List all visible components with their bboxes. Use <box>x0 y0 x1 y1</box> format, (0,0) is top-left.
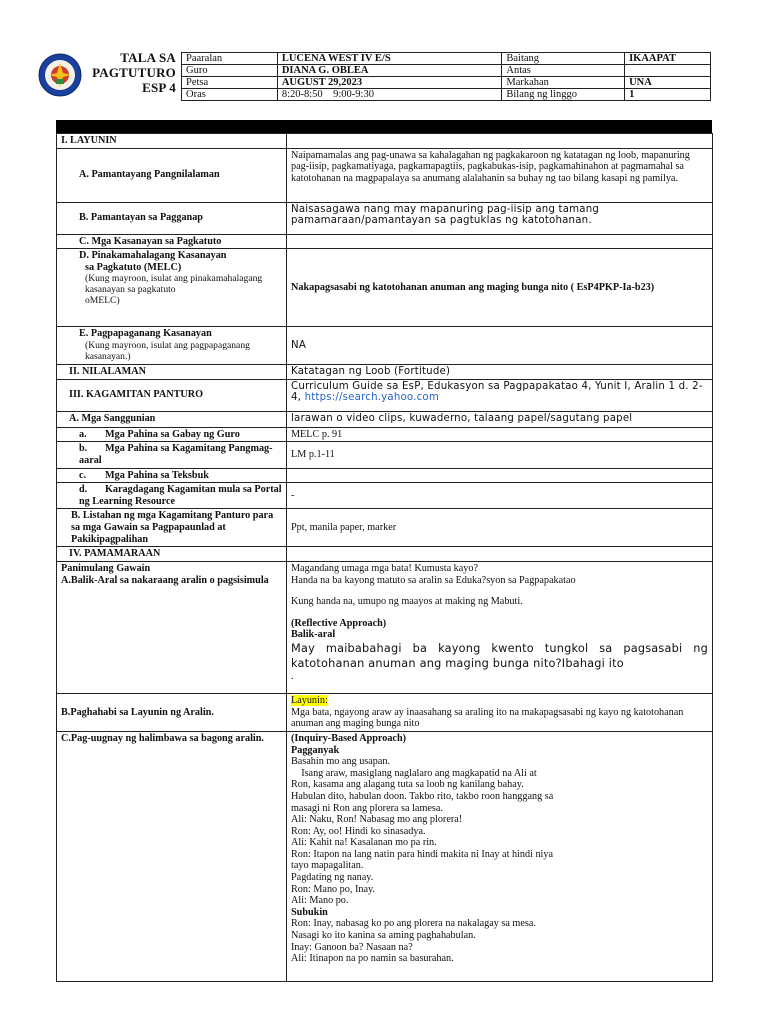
row-label-text: Mga Pahina sa Gabay ng Guro <box>105 428 240 440</box>
row-value <box>287 731 713 981</box>
document-title <box>84 50 176 95</box>
title-line-1: TALA SA <box>120 50 176 65</box>
row-value: NA <box>287 327 713 365</box>
row-label: III. KAGAMITAN PANTURO <box>57 379 287 411</box>
row-value <box>287 693 713 731</box>
header-info-table <box>181 52 711 101</box>
row-label: B. Pamantayan sa Pagganap <box>57 202 287 234</box>
table-row <box>57 468 713 483</box>
title-line-2: PAGTUTURO <box>92 65 176 80</box>
header-value: 8:20-8:50 9:00-9:30 <box>277 89 502 101</box>
table-row <box>57 327 713 365</box>
story-line: Ali: Kahit na! Kasalanan mo pa rin. <box>291 837 437 849</box>
header-value: DIANA G. OBLEA <box>277 65 502 77</box>
header-row <box>182 53 711 65</box>
d-note: (Kung mayroon, isulat ang pinakamahalagang kasanayan sa pagkatuto <box>85 273 263 296</box>
story-line: Pagdating ng nanay. <box>291 872 374 884</box>
header-value: AUGUST 29,2023 <box>277 77 502 89</box>
story-line: Inay: Ganoon ba? Nasaan na? <box>291 941 413 953</box>
row-value <box>287 561 713 693</box>
row-letter: b. <box>79 443 88 455</box>
row-value: - <box>287 483 713 509</box>
row-label <box>57 442 287 468</box>
row-value <box>287 234 713 249</box>
table-row <box>57 483 713 509</box>
kagamitan-text: Curriculum Guide sa EsP, Edukasyon sa Pagpapakatao 4, Yunit I, Aralin 1 d. 2-4, <box>291 380 703 404</box>
row-label-text: Mga Pahina sa Kagamitang Pangmag-aaral <box>79 443 273 466</box>
story-line: Habulan dito, habulan doon. Takbo rito, takbo roon hanggang sa <box>291 790 554 802</box>
header-value: LUCENA WEST IV E/S <box>277 53 502 65</box>
header-key: Guro <box>182 65 278 77</box>
story-heading: Pagganyak <box>291 744 340 756</box>
row-label <box>57 327 287 365</box>
row-label: C. Mga Kasanayan sa Pagkatuto <box>57 234 287 249</box>
balik-aral-label: Balik-aral <box>291 629 336 641</box>
e-note: (Kung mayroon, isulat ang pagpapaganang kasanayan.) <box>85 339 250 362</box>
lesson-plan-table <box>56 133 713 982</box>
row-letter: c. <box>79 469 87 481</box>
story-heading: Subukin <box>291 906 328 918</box>
header-row <box>182 77 711 89</box>
row-value: Naisasagawa nang may mapanuring pag-iisip ang tamang pamamaraan/pamantayan sa pagtuklas ng katotohanan. <box>287 202 713 234</box>
panimula-line: Handa na ba kayong matuto sa aralin sa Eduka?syon sa Pagpapakatao <box>291 574 576 586</box>
header-row <box>182 89 711 101</box>
table-row <box>57 234 713 249</box>
story-line: Basahin mo ang usapan. <box>291 756 391 768</box>
header-value: 1 <box>625 89 711 101</box>
story-line: Ali: Naku, Ron! Nabasag mo ang plorera! <box>291 814 463 826</box>
row-label-text: Karagdagang Kagamitan mula sa Portal ng Learning Resource <box>79 484 282 507</box>
row-label: II. NILALAMAN <box>57 365 287 380</box>
table-row <box>57 249 713 327</box>
story-heading: (Inquiry-Based Approach) <box>291 732 407 744</box>
row-label <box>57 427 287 442</box>
approach-label: (Reflective Approach) <box>291 617 387 629</box>
row-letter: d. <box>79 484 88 496</box>
header-key: Bilang ng linggo <box>502 89 625 101</box>
layunin-highlight: Layunin: <box>291 694 328 706</box>
header-key: Petsa <box>182 77 278 89</box>
row-label: A. Mga Sanggunian <box>57 411 287 427</box>
e-label: E. Pagpapaganang Kasanayan <box>79 328 212 340</box>
story-line: Ron: Mano po, Inay. <box>291 883 375 895</box>
row-value: Nakapagsasabi ng katotohanan anuman ang maging bunga nito ( EsP4PKP-Ia-b23) <box>287 249 713 327</box>
row-value: Katatagan ng Loob (Fortitude) <box>287 365 713 380</box>
row-label: B.Paghahabi sa Layunin ng Aralin. <box>57 693 287 731</box>
row-value: MELC p. 91 <box>287 427 713 442</box>
story-line: Isang araw, masiglang naglalaro ang magkapatid na Ali at <box>291 767 537 779</box>
row-value: Naipamamalas ang pag-unawa sa kahalagahan ng pagkakaroon ng katatagan ng loob, mapanuring pag-iisip, pagkamatiyaga, pagkamapagtiis, pagkabukas-isip, pagkamahinahon at pagmamahal sa katotohanan na magpapalaya sa anumang alalahanin sa buhay ng tao bilang kasapi ng pamilya. <box>287 148 713 202</box>
school-seal-icon <box>38 53 82 97</box>
header-key: Paaralan <box>182 53 278 65</box>
panimula-label-2: A.Balik-Aral sa nakaraang aralin o pagsisimula <box>61 574 269 586</box>
row-label <box>57 483 287 509</box>
story-line: Nasagi ko ito kanina sa aming paghahabulan. <box>291 930 476 942</box>
table-row <box>57 561 713 693</box>
table-row <box>57 365 713 380</box>
row-label <box>57 249 287 327</box>
row-value <box>287 547 713 562</box>
row-label: A. Pamantayang Pangnilalaman <box>57 148 287 202</box>
row-label: IV. PAMAMARAAN <box>57 547 287 562</box>
row-label: C.Pag-uugnay ng halimbawa sa bagong aralin. <box>57 731 287 981</box>
story-line: Ron, kasama ang alagang tuta sa loob ng kanilang bahay. <box>291 779 524 791</box>
header-value <box>625 65 711 77</box>
d-label-1: D. Pinakamahalagang Kasanayan <box>79 250 227 262</box>
panimula-line: . <box>291 670 294 682</box>
panimula-question: May maibabahagi ba kayong kwento tungkol sa pagsasabi ng katotohanan anuman ang maging bunga nito?Ibahagi ito <box>291 641 708 670</box>
table-row <box>57 547 713 562</box>
table-header-bar <box>56 120 712 133</box>
table-row <box>57 427 713 442</box>
section-heading: I. LAYUNIN <box>57 134 287 149</box>
story-line: Ron: Ay, oo! Hindi ko sinasadya. <box>291 825 426 837</box>
story-line: Ali: Itinapon na po namin sa basurahan. <box>291 953 454 965</box>
table-row <box>57 379 713 411</box>
paghahabi-text: Mga bata, ngayong araw ay inaasahang sa araling ito na makapagsasabi ng kayo ng katotohanan anuman ang maging bunga nito <box>291 706 684 730</box>
header-key: Baitang <box>502 53 625 65</box>
table-row <box>57 693 713 731</box>
panimula-label-1: Panimulang Gawain <box>61 562 151 574</box>
story-line: tayo mapagalitan. <box>291 860 364 872</box>
section-value <box>287 134 713 149</box>
panimula-line: Magandang umaga mga bata! Kumusta kayo? <box>291 562 478 574</box>
table-row <box>57 134 713 149</box>
story-line: masagi ni Ron ang plorera sa lamesa. <box>291 802 443 814</box>
header-row <box>182 65 711 77</box>
d-label-2: sa Pagkatuto (MELC) <box>85 261 182 273</box>
story-line: Ron: Itapon na lang natin para hindi makita ni Inay at hindi niya <box>291 848 553 860</box>
story-line: Ali: Mano po. <box>291 895 349 907</box>
row-value: LM p.1-11 <box>287 442 713 468</box>
header-value: UNA <box>625 77 711 89</box>
story-line: Ron: Inay, nabasag ko po ang plorera na nakalagay sa mesa. <box>291 918 536 930</box>
row-value: larawan o video clips, kuwaderno, talaang papel/sagutang papel <box>287 411 713 427</box>
table-row <box>57 202 713 234</box>
reference-link[interactable]: https://search.yahoo.com <box>304 392 439 404</box>
row-label-text: Mga Pahina sa Teksbuk <box>105 469 209 481</box>
row-label <box>57 468 287 483</box>
header-key: Antas <box>502 65 625 77</box>
row-label <box>57 561 287 693</box>
title-line-3: ESP 4 <box>142 80 176 95</box>
d-note-2: oMELC) <box>85 295 120 307</box>
table-row <box>57 509 713 547</box>
header-key: Oras <box>182 89 278 101</box>
table-row <box>57 731 713 981</box>
row-value <box>287 379 713 411</box>
table-row <box>57 411 713 427</box>
row-label: B. Listahan ng mga Kagamitang Panturo para sa mga Gawain sa Pagpapaunlad at Pakikipagpalihan <box>57 509 287 547</box>
panimula-line: Kung handa na, umupo ng maayos at making ng Mabuti. <box>291 596 523 608</box>
row-value: Ppt, manila paper, marker <box>287 509 713 547</box>
row-letter: a. <box>79 428 87 440</box>
row-value <box>287 468 713 483</box>
header-value: IKAAPAT <box>625 53 711 65</box>
table-row <box>57 442 713 468</box>
header-key: Markahan <box>502 77 625 89</box>
table-row <box>57 148 713 202</box>
